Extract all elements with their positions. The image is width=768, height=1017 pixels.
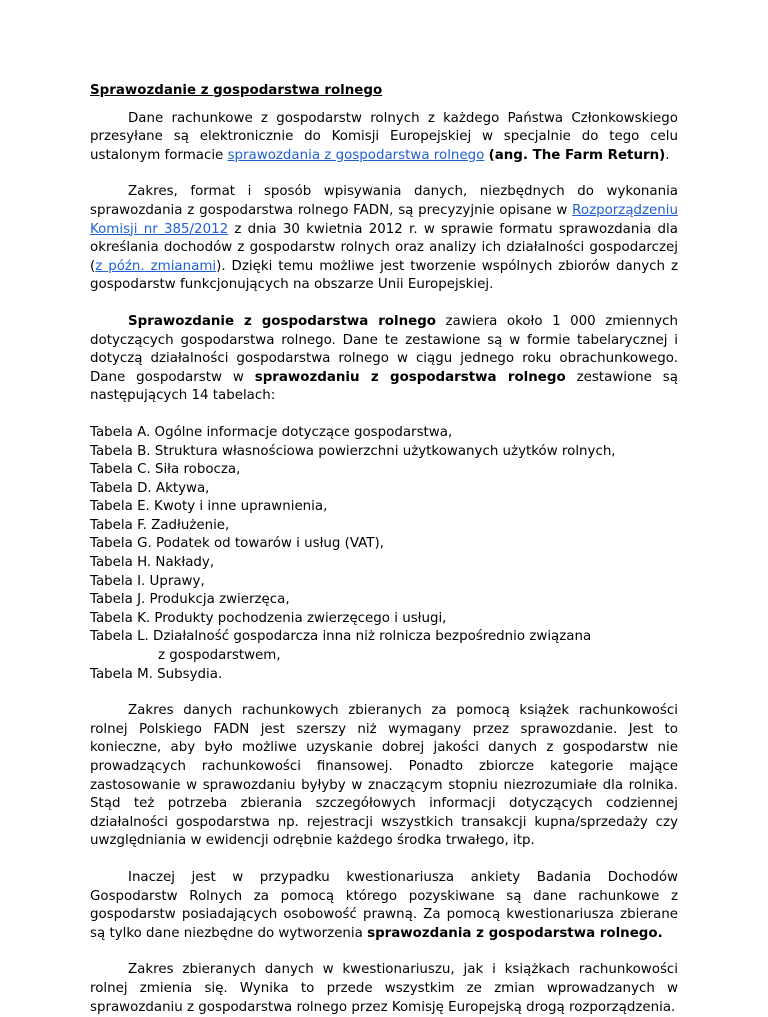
- list-item: Tabela L. Działalność gospodarcza inna niż rolnicza bezpośrednio związana: [90, 629, 592, 645]
- p3-text-2: zestawione są następujących 14 tabelach:: [90, 369, 678, 404]
- document-title: Sprawozdanie z gospodarstwa rolnego: [90, 83, 383, 98]
- p3-bold-1: Sprawozdanie z gospodarstwa rolnego: [128, 313, 436, 329]
- p5-bold: sprawozdania z gospodarstwa rolnego.: [367, 925, 663, 941]
- p2-text-2: z dnia 30 kwietnia 2012 r. w sprawie formatu sprawozdania dla określania dochodów z gospodarstw rolnych oraz analizy ich działalności gospodarczej (: [90, 221, 678, 274]
- list-item: Tabela C. Siła robocza,: [90, 462, 241, 478]
- list-item: Tabela B. Struktura własnościowa powierzchni użytkowanych użytków rolnych,: [90, 443, 616, 459]
- paragraph-6: Zakres zbieranych danych w kwestionariuszu, jak i książkach rachunkowości rolnej zmienia się. Wynika to przede wszystkim ze zmian wprowadzanych w sprawozdaniu z gospodarstwa rolnego przez Komisję Europejską drogą rozporządzenia.: [90, 962, 678, 1015]
- list-item: Tabela F. Zadłużenie,: [90, 517, 230, 533]
- list-item: Tabela G. Podatek od towarów i usług (VAT),: [90, 536, 384, 552]
- tables-list: [90, 424, 678, 684]
- p1-bold: (ang. The Farm Return): [488, 147, 666, 163]
- list-item: Tabela I. Uprawy,: [90, 573, 205, 589]
- list-item: Tabela E. Kwoty i inne uprawnienia,: [90, 499, 328, 515]
- regulation-link[interactable]: Rozporządzeniu Komisji nr 385/2012: [90, 202, 678, 237]
- farm-return-link[interactable]: sprawozdania z gospodarstwa rolnego: [227, 147, 485, 163]
- list-item: Tabela J. Produkcja zwierzęca,: [90, 592, 290, 608]
- list-item: Tabela H. Nakłady,: [90, 555, 215, 571]
- paragraph-2: [90, 183, 678, 295]
- paragraph-4: Zakres danych rachunkowych zbieranych za pomocą książek rachunkowości rolnej Polskiego FADN jest szerszy niż wymagany przez sprawozdanie. Jest to konieczne, aby było możliwe uzyskanie dobrej jakości danych z gospodarstw nie prowadzących rachunkowości finansowej. Ponadto zbiorcze kategorie mające zastosowanie w sprawozdaniu byłyby w znaczącym stopniu niezrozumiałe dla rolnika. Stąd też potrzeba zbierania szczegółowych informacji dotyczących codziennej działalności gospodarstwa np. rejestracji wszystkich transakcji kupna/sprzedaży czy uwzględniania w ewidencji odrębnie każdego środka trwałego, itp.: [90, 703, 678, 849]
- list-item: Tabela A. Ogólne informacje dotyczące gospodarstwa,: [90, 424, 453, 440]
- p2-text-3: ). Dzięki temu możliwe jest tworzenie wspólnych zbiorów danych z gospodarstw funkcjonujących na obszarze Unii Europejskiej.: [90, 258, 679, 293]
- list-item: Tabela M. Subsydia.: [90, 666, 223, 682]
- paragraph-5: [90, 869, 678, 943]
- document-page: [90, 82, 678, 1017]
- p3-text: zawiera około 1 000 zmiennych dotyczących gospodarstwa rolnego. Dane te zestawione są w formie tabelarycznej i dotyczą działalności gospodarstwa rolnego w ciągu jednego roku obrachunkowego. Dane gospodarstw w: [90, 313, 678, 385]
- paragraph-3: [90, 313, 678, 406]
- p1-text: Dane rachunkowe z gospodarstw rolnych z każdego Państwa Członkowskiego przesyłane są elektronicznie do Komisji Europejskiej w specjalnie do tego celu ustalonym formacie: [90, 110, 678, 163]
- list-item-continuation: z gospodarstwem,: [158, 648, 281, 664]
- p1-end: .: [665, 147, 670, 163]
- p3-bold-2: sprawozdaniu z gospodarstwa rolnego: [254, 369, 566, 385]
- p2-text: Zakres, format i sposób wpisywania danych, niezbędnych do wykonania sprawozdania z gospodarstwa rolnego FADN, są precyzyjnie opisane w: [90, 184, 678, 218]
- p5-text: Inaczej jest w przypadku kwestionariusza ankiety Badania Dochodów Gospodarstw Rolnych za pomocą którego pozyskiwane są dane rachunkowe z gospodarstw posiadających osobowość prawną. Za pomocą kwestionariusza zbierane są tylko dane niezbędne do wytworzenia: [90, 869, 678, 941]
- list-item: Tabela K. Produkty pochodzenia zwierzęcego i usługi,: [90, 610, 447, 626]
- amendments-link[interactable]: z późn. zmianami: [95, 258, 217, 274]
- paragraph-1: [90, 110, 678, 166]
- list-item: Tabela D. Aktywa,: [90, 480, 210, 496]
